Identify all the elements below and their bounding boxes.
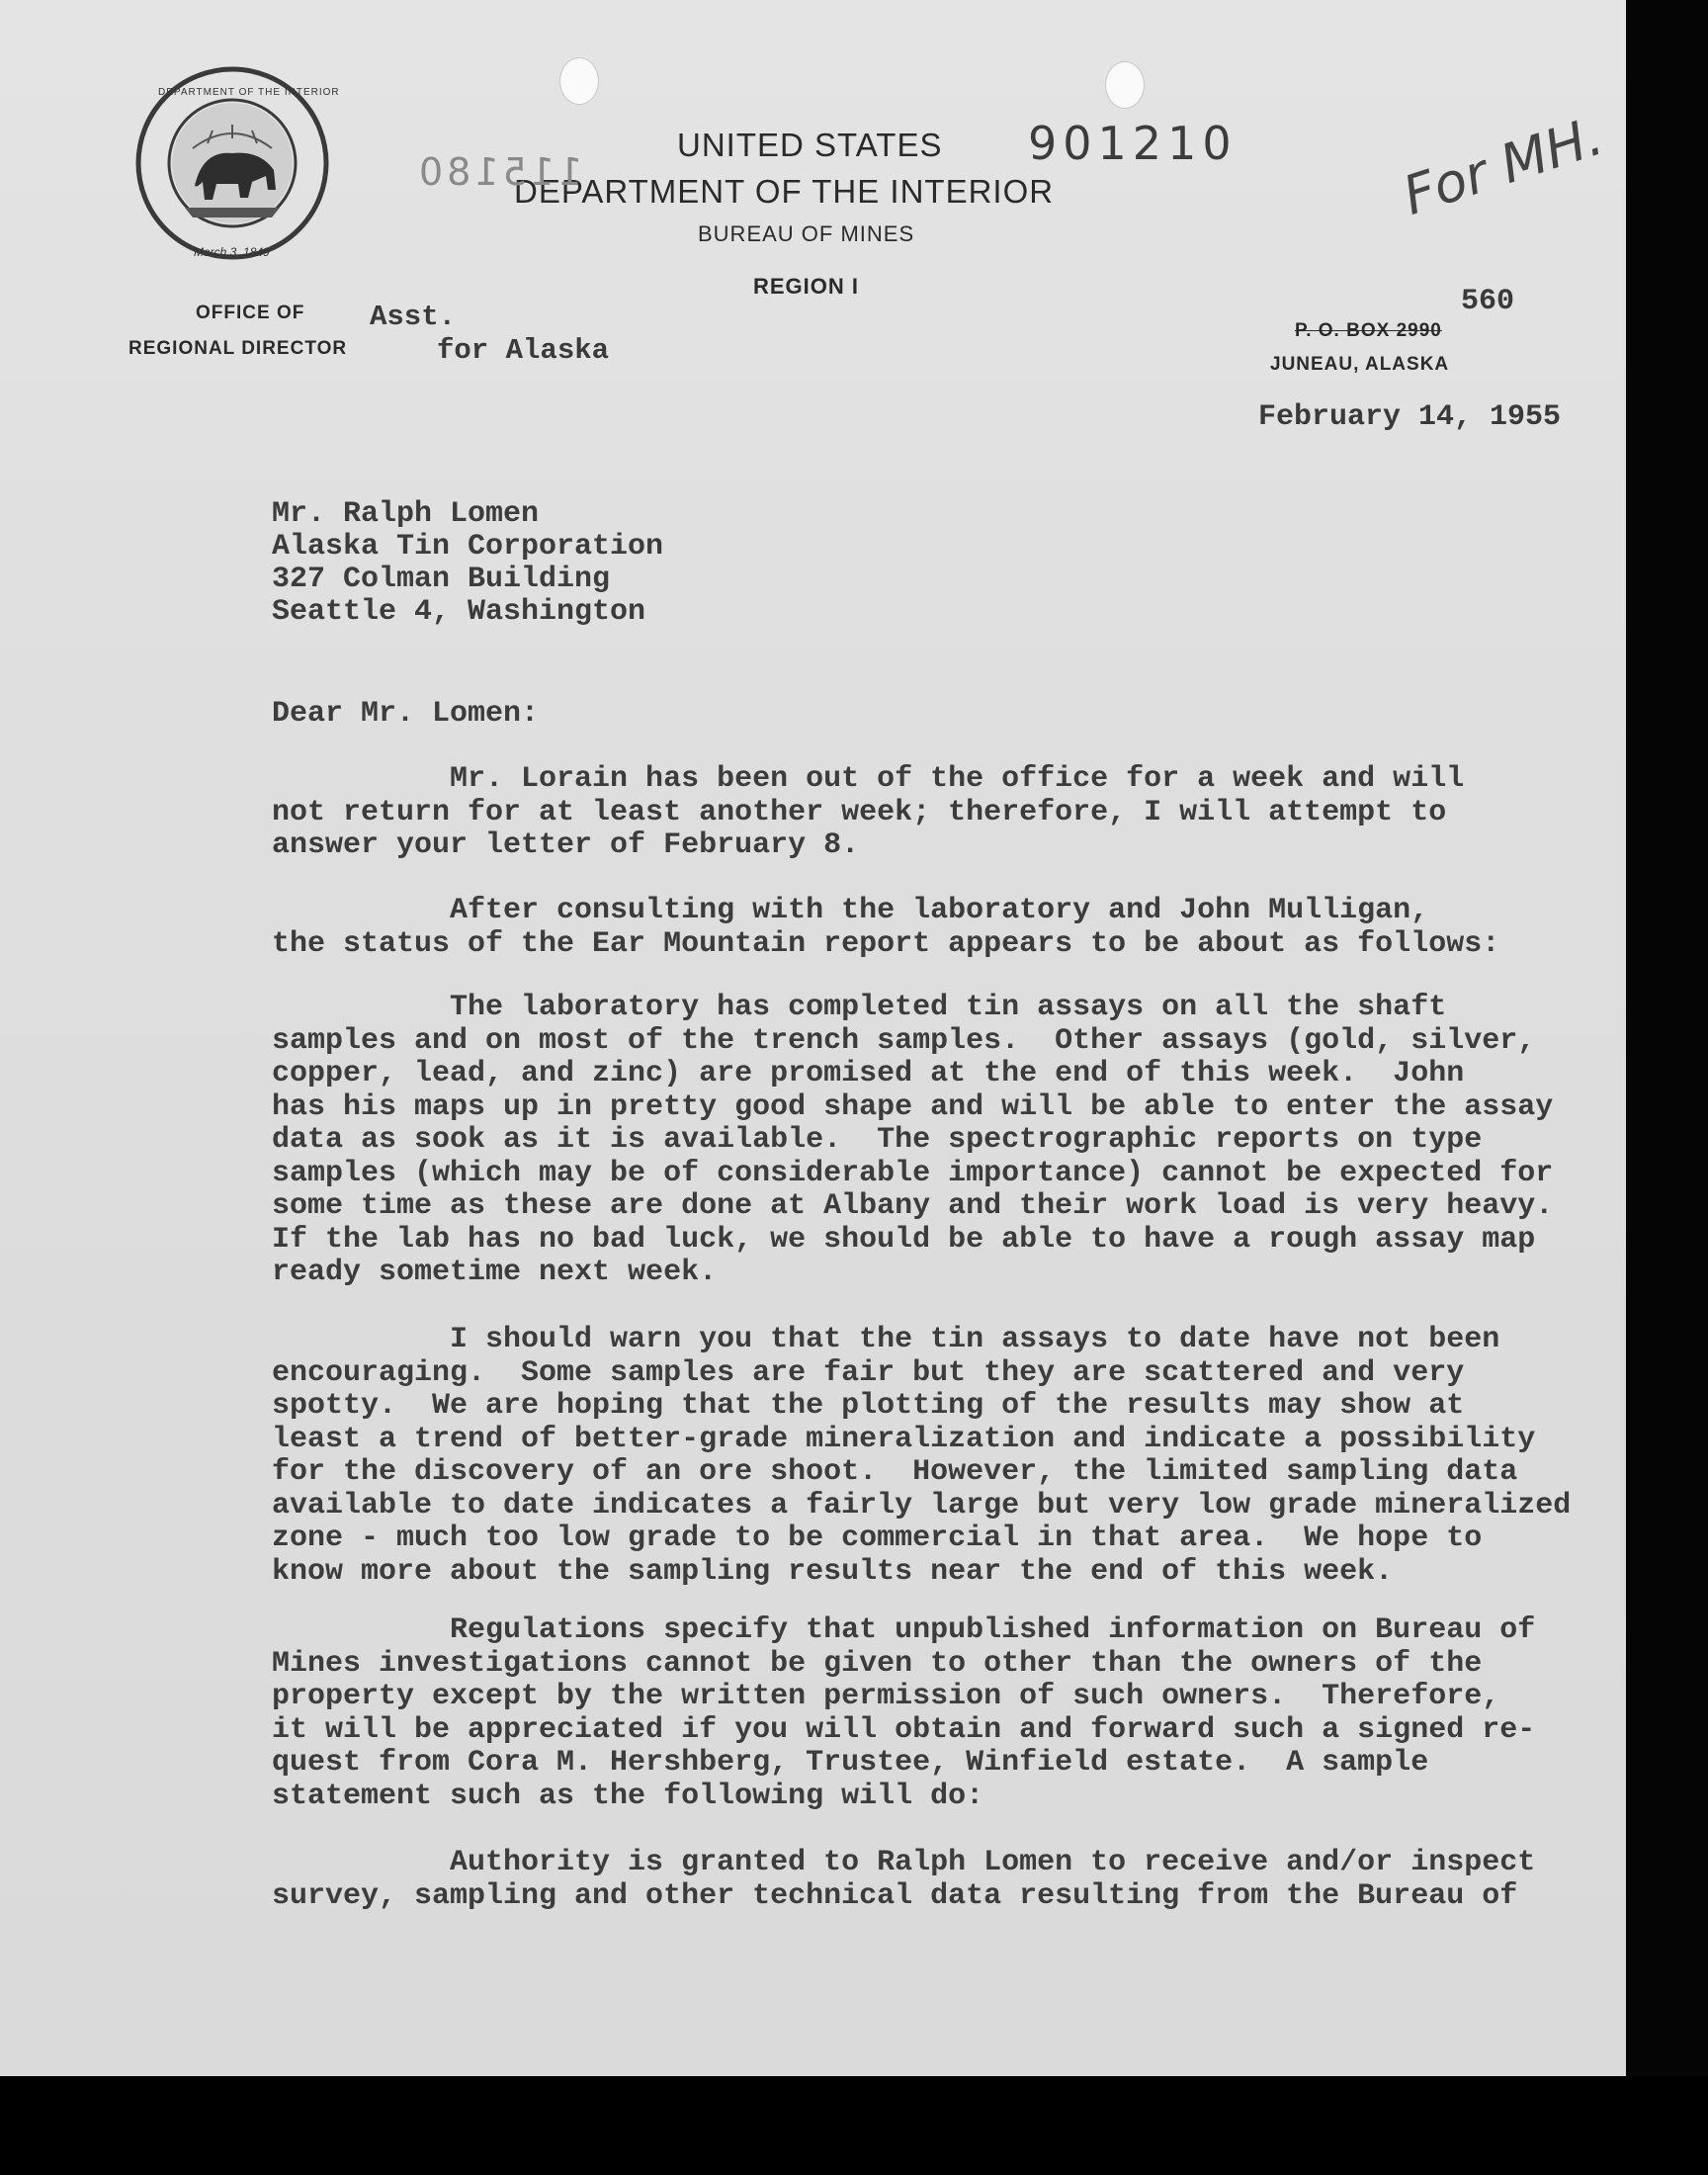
punch-hole-right [1105,61,1145,109]
salutation-text: Dear Mr. Lomen: [272,697,540,731]
paragraph-5 [272,1613,1536,1813]
paragraph-1 [272,763,1478,863]
city-label: JUNEAU, ALASKA [1270,354,1450,375]
recipient-company: Alaska Tin Corporation [272,530,664,564]
paragraph-text: After consulting with the laboratory and John Mulligan, the status of the Ear Mountain report appears to be about as follows: [272,894,1500,961]
paragraph-6 [272,1846,1536,1913]
letter-date: February 14, 1955 [1258,400,1562,434]
office-label-1: OFFICE OF [196,303,305,323]
po-box-typed: 560 [1461,285,1515,318]
office-typed-1: Asst. [370,301,457,333]
recipient-address [272,498,1478,629]
scanner-bottom-bar [0,2076,1708,2175]
seal-text-bottom: March 3, 1849 [194,245,270,259]
handwritten-note: For MH. [1396,104,1611,227]
agency-line-1: UNITED STATES [677,127,943,163]
paragraph-4 [272,1323,1572,1589]
paragraph-2 [272,894,1500,961]
paragraph-text: The laboratory has completed tin assays on all the shaft samples and on most of the trench samples. Other assays (gold, silver, copper, lead, and zinc) are promised at the end of this week. John has his maps up in pretty good shape and will be able to enter the assay data as sook as it is available. The spectrographic reports on type samples (which may be of considerable importance) cannot be expected for some time as these are done at Albany and their work load is very heavy. If the lab has no bad luck, we should be able to have a rough assay map ready sometime next week. [272,991,1554,1289]
paragraph-text: Regulations specify that unpublished information on Bureau of Mines investigations cannot be given to other than the owners of the property except by the written permission of such owners. Therefore, it will be appreciated if you will obtain and forward such a signed re- quest from Cora M. Hershberg, Trustee, Winfield estate. A sample statement such as the following will do: [272,1613,1536,1813]
bureau-name: BUREAU OF MINES [698,221,915,246]
salutation [272,698,1478,732]
recipient-name: Mr. Ralph Lomen [272,497,540,531]
paragraph-text: Mr. Lorain has been out of the office for a week and will not return for at least another week; therefore, I will attempt to answer your letter of February 8. [272,762,1465,862]
recipient-city: Seattle 4, Washington [272,595,646,629]
po-box-text: P. O. BOX 2990 [1295,320,1442,341]
paragraph-3 [272,991,1554,1290]
po-box-label [1295,320,1442,342]
recipient-street: 327 Colman Building [272,563,611,596]
office-typed-2: for Alaska [437,334,610,367]
mirrored-number: 115180 [415,150,583,194]
office-label-2: REGIONAL DIRECTOR [128,338,348,359]
punch-hole-left [559,57,599,105]
paragraph-text: I should warn you that the tin assays to date have not been encouraging. Some samples are fair but they are scattered and very spotty. We are hoping that the plotting of the results may show at least a trend of better-grade mineralization and indicate a possibility for the discovery of an ore shoot. However, the limited sampling data available to date indicates a fairly large but very low grade mineralized zone - much too low grade to be commercial in that area. We hope to know more about the sampling results near the end of this week. [272,1323,1572,1589]
stamp-number: 901210 [1028,117,1238,170]
region-label: REGION I [753,274,860,299]
agency-line-2: DEPARTMENT OF THE INTERIOR [514,173,1055,210]
seal-text-top: DEPARTMENT OF THE INTERIOR [158,87,340,98]
paragraph-text: Authority is granted to Ralph Lomen to receive and/or inspect survey, sampling and other technical data resulting from the Bureau of [272,1846,1536,1913]
